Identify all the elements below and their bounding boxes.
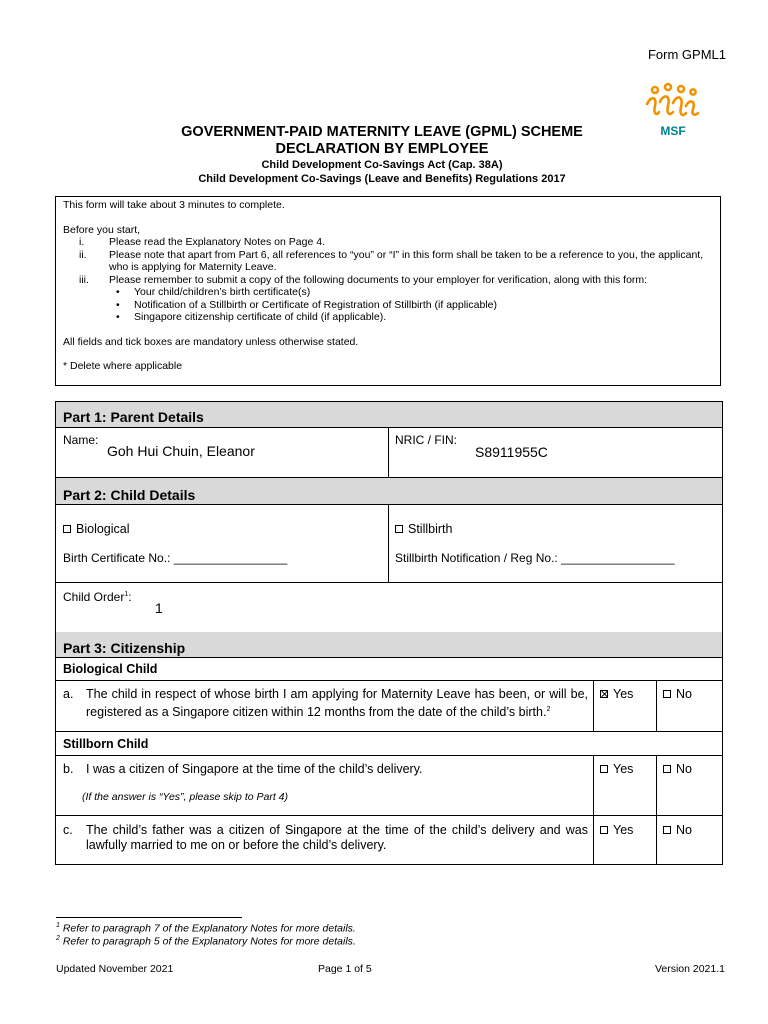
mandatory-note: All fields and tick boxes are mandatory unless otherwise stated.	[63, 335, 359, 348]
instruction-item: i. Please read the Explanatory Notes on Page 4.	[79, 236, 325, 248]
checkbox-icon[interactable]	[600, 826, 608, 834]
name-label: Name:	[63, 433, 99, 447]
document-item: • Notification of a Stillbirth or Certificate of Registration of Stillbirth (if applicable)	[63, 299, 713, 312]
stillbirth-checkbox[interactable]: Stillbirth	[395, 522, 452, 536]
document-item: • Your child/children’s birth certificate(s)	[63, 286, 713, 299]
question-b-no[interactable]: No	[663, 762, 692, 776]
biological-child-heading: Biological Child	[63, 662, 158, 676]
question-c-letter: c.	[63, 823, 73, 837]
time-note: This form will take about 3 minutes to complete.	[63, 199, 285, 211]
question-a-yes[interactable]: Yes	[600, 687, 633, 701]
instruction-item: ii. Please note that apart from Part 6, all references to “you” or “I” in this form shall be taken to be a reference to you, the applicant, who is applying for Maternity Leave.	[79, 248, 704, 273]
checkbox-icon[interactable]	[663, 826, 671, 834]
footnote-2: $^2$ Refer to paragraph 5 of the Explanatory Notes for more details.	[56, 935, 356, 948]
question-c-yes[interactable]: Yes	[600, 823, 633, 837]
checkbox-icon[interactable]	[600, 765, 608, 773]
svg-text:MSF: MSF	[660, 124, 686, 138]
checkbox-icon[interactable]	[663, 690, 671, 698]
name-field[interactable]: Goh Hui Chuin, Eleanor	[107, 443, 255, 459]
biological-checkbox[interactable]: Biological	[63, 522, 130, 536]
instructions-box	[55, 196, 721, 386]
form-title-block	[40, 124, 724, 186]
stillbirth-reg-field[interactable]: Stillbirth Notification / Reg No.: _________________	[395, 551, 675, 565]
footer-updated: Updated November 2021	[56, 963, 174, 975]
form-code: Form GPML1	[647, 47, 726, 62]
birth-certificate-field[interactable]: Birth Certificate No.: _________________	[63, 551, 288, 565]
footnote-divider	[56, 917, 242, 918]
checkbox-icon[interactable]	[395, 525, 403, 533]
question-a-text: The child in respect of whose birth I am applying for Maternity Leave has been, or will be, registered as a Singapore citizen within 12 months from the date of the child’s birth.$^2$	[86, 687, 588, 720]
footer-version: Version 2021.1	[654, 963, 725, 975]
part2-heading: Part 2: Child Details	[63, 487, 196, 503]
footer-page-number: Page 1 of 5	[318, 963, 372, 975]
part3-heading: Part 3: Citizenship	[63, 640, 186, 656]
act-reference: Child Development Co-Savings Act (Cap. 38A)	[261, 159, 503, 171]
checked-box-icon[interactable]	[600, 690, 608, 698]
instructions-list	[63, 236, 713, 286]
nric-field[interactable]: S8911955C	[475, 444, 548, 460]
question-b-text: I was a citizen of Singapore at the time of the child’s delivery.	[86, 762, 423, 776]
form-parts	[55, 401, 723, 865]
documents-list	[63, 286, 713, 324]
delete-note: * Delete where applicable	[63, 360, 183, 372]
instruction-item: iii. Please remember to submit a copy of the following documents to your employer for verification, along with this form:	[79, 273, 648, 286]
checkbox-icon[interactable]	[663, 765, 671, 773]
question-c-text: The child’s father was a citizen of Singapore at the time of the child’s delivery and was lawfully married to me on or before the child’s delivery.	[86, 823, 588, 852]
child-order-label: Child Order$^1$:	[63, 590, 132, 604]
question-a-letter: a.	[63, 687, 74, 701]
regulations-reference: Child Development Co-Savings (Leave and Benefits) Regulations 2017	[198, 173, 566, 185]
checkbox-icon[interactable]	[63, 525, 71, 533]
document-item: • Singapore citizenship certificate of child (if applicable).	[63, 311, 713, 324]
stillborn-child-heading: Stillborn Child	[63, 737, 149, 751]
child-order-field[interactable]: 1	[155, 600, 163, 616]
footnote-1: $^1$ Refer to paragraph 7 of the Explanatory Notes for more details.	[56, 922, 356, 935]
question-a-no[interactable]: No	[663, 687, 692, 701]
question-b-note: (If the answer is “Yes”, please skip to Part 4)	[82, 791, 289, 803]
question-b-letter: b.	[63, 762, 74, 776]
question-c-no[interactable]: No	[663, 823, 692, 837]
nric-label: NRIC / FIN:	[395, 433, 457, 447]
form-title-line1: GOVERNMENT-PAID MATERNITY LEAVE (GPML) SCHEME	[181, 124, 583, 140]
question-b-yes[interactable]: Yes	[600, 762, 633, 776]
part1-heading: Part 1: Parent Details	[63, 409, 204, 425]
before-start: Before you start,	[63, 223, 141, 236]
form-title-line2: DECLARATION BY EMPLOYEE	[275, 141, 489, 157]
